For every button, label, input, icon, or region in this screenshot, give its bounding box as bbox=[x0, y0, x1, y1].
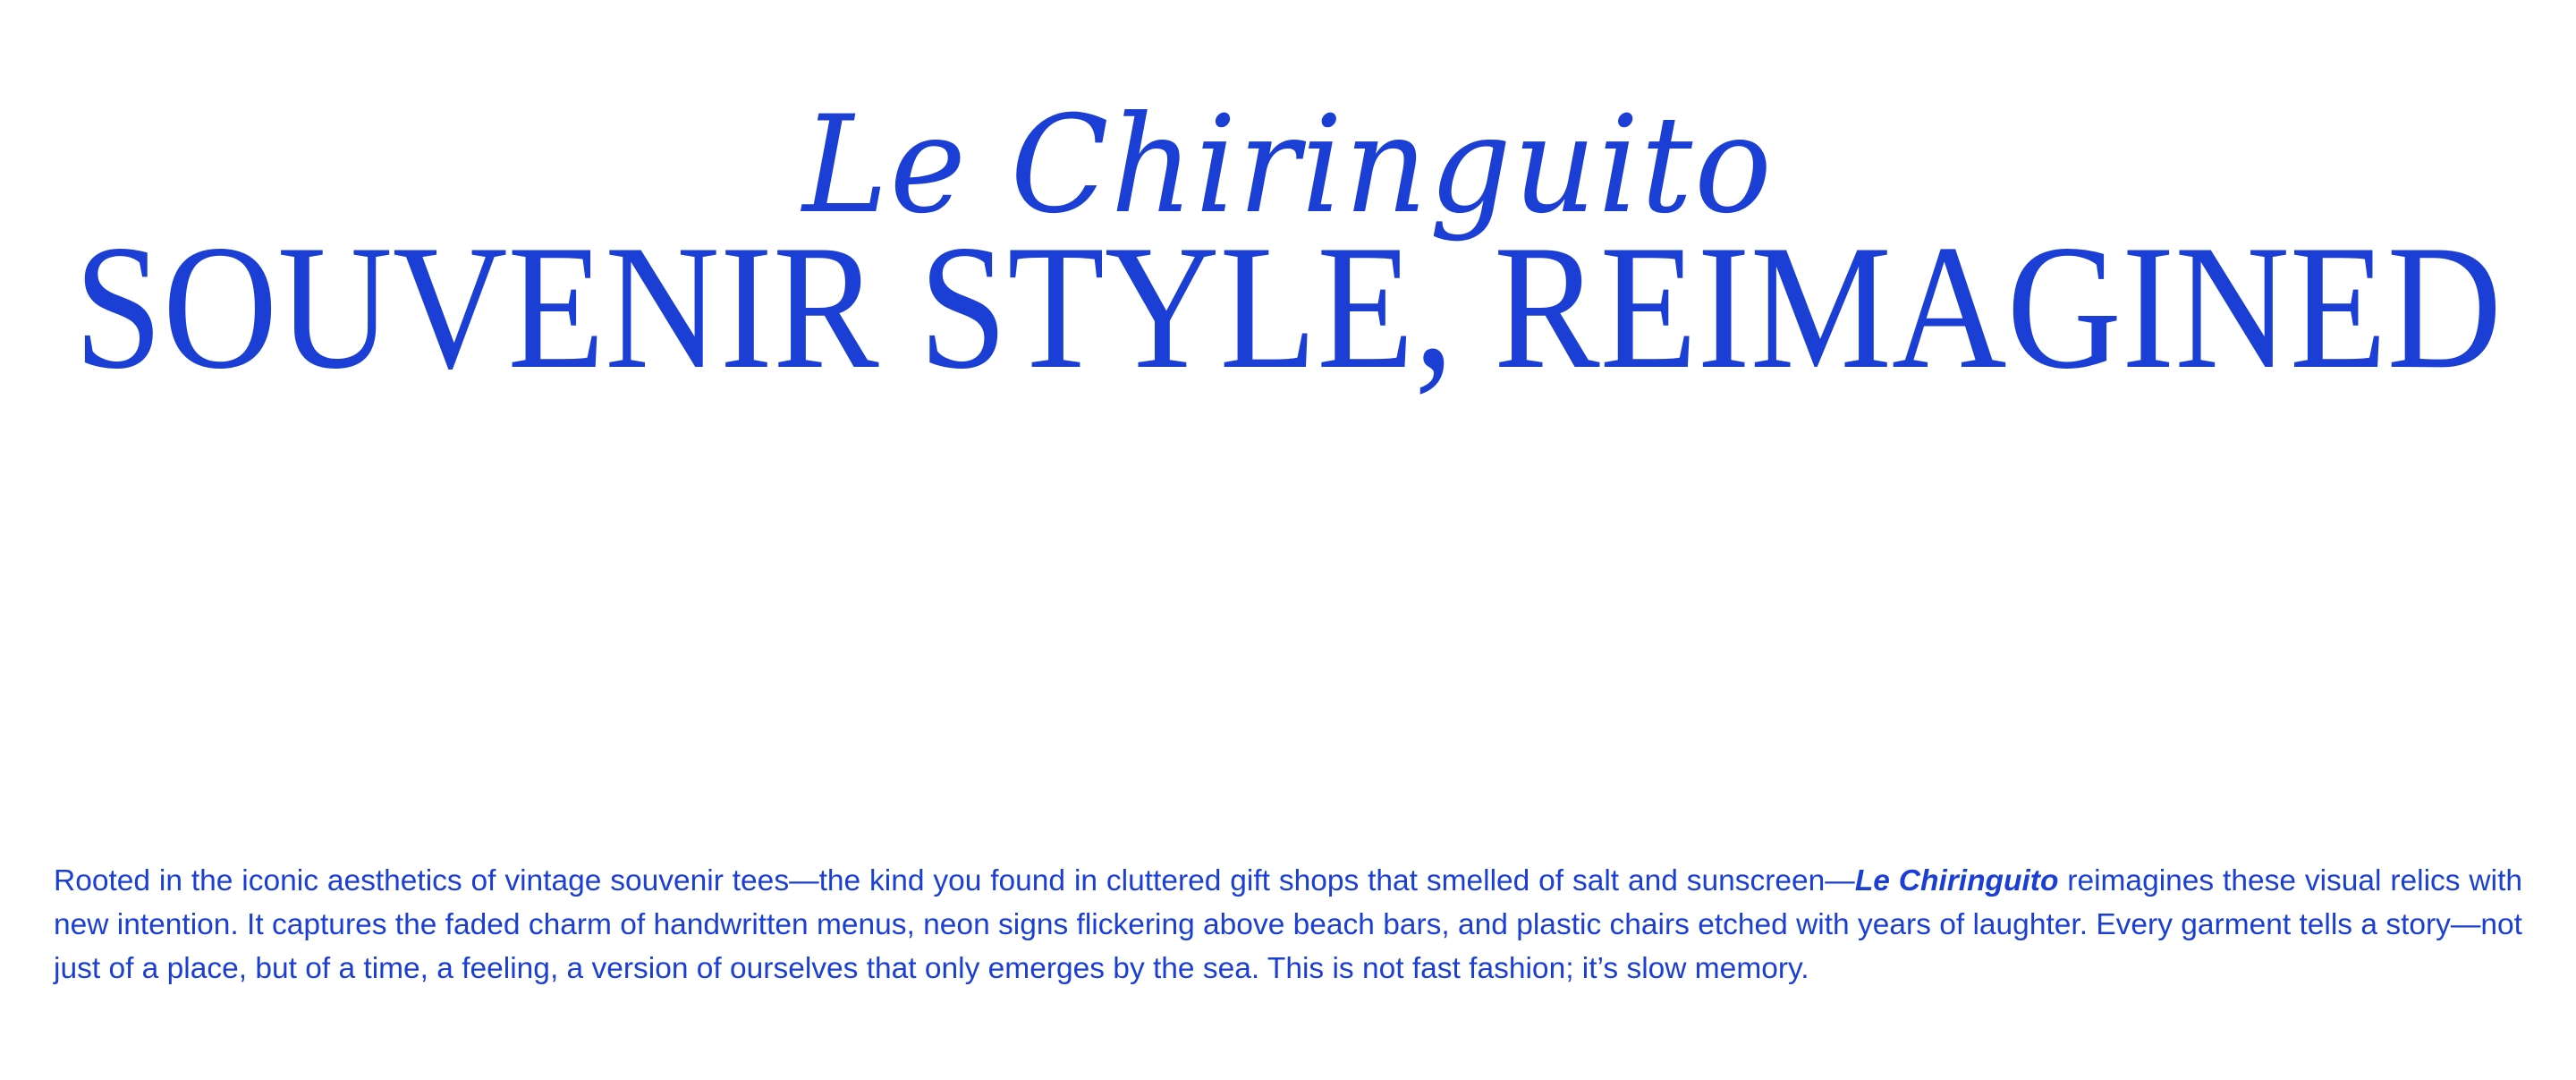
hero-section bbox=[0, 0, 2576, 406]
brand-description-paragraph bbox=[54, 859, 2522, 991]
description-text-rest: reimagines these visual relics with new intention. It captures the faded charm of handwritten menus, neon signs flickering above beach bars, and plastic chairs etched with years of laughter. Every garment tells a story—not just of a place, but of a time, a feeling, a version of ourselves that only emerges by the sea. This is not fast fashion; it’s slow memory. bbox=[54, 864, 2523, 986]
brand-name-emphasis: Le Chiringuito bbox=[1854, 864, 2059, 897]
description-text-lead: Rooted in the iconic aesthetics of vintage souvenir tees—the kind you found in cluttered gift shops that smelled of salt and sunscreen— bbox=[54, 864, 1855, 897]
page-title: SOUVENIR STYLE, REIMAGINED bbox=[73, 207, 2503, 406]
brand-script-wordmark: Le Chiringuito bbox=[802, 88, 1774, 243]
